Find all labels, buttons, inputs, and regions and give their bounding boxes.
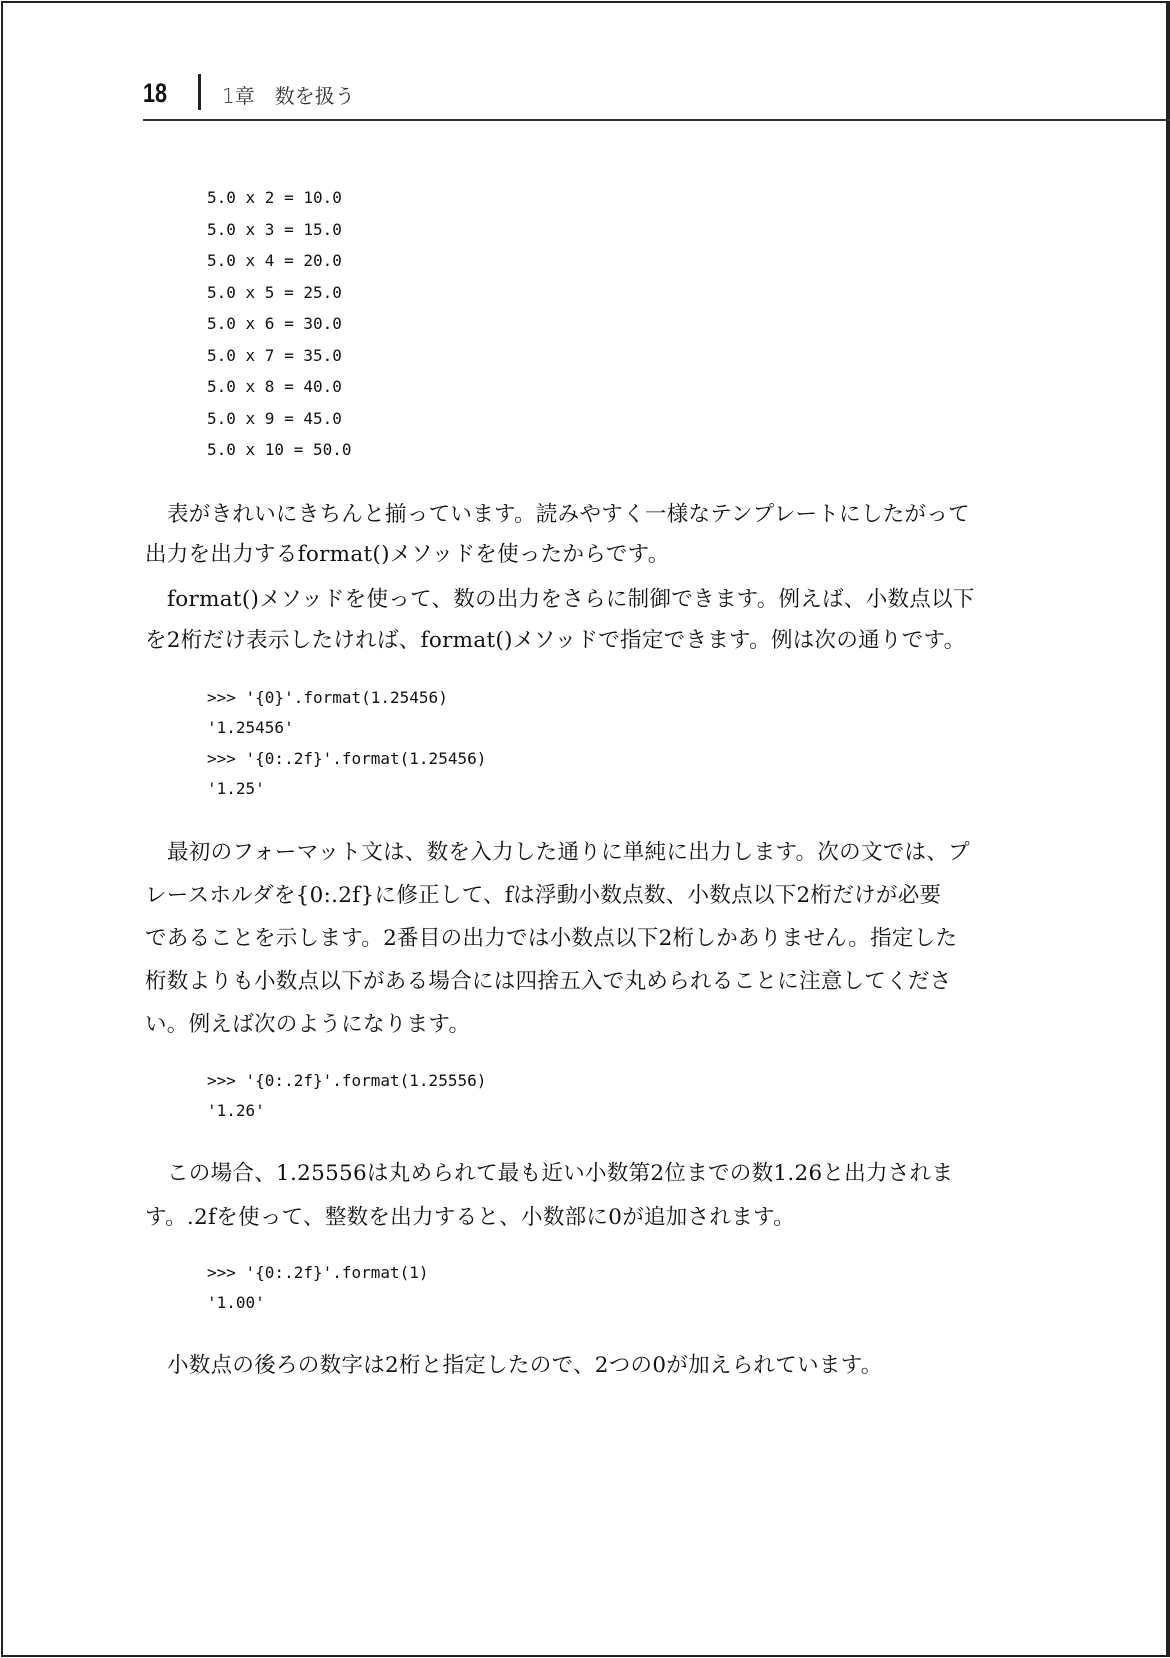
code-line: 5.0 x 4 = 20.0 bbox=[207, 251, 342, 270]
code-line: 5.0 x 2 = 10.0 bbox=[207, 188, 342, 207]
code-line: 5.0 x 5 = 25.0 bbox=[207, 282, 342, 302]
code-line: '1.00' bbox=[207, 1293, 265, 1312]
code-line: 5.0 x 7 = 35.0 bbox=[207, 345, 342, 365]
code-line: >>> '{0:.2f}'.format(1.25456) bbox=[207, 748, 487, 768]
code-line: 5.0 x 9 = 45.0 bbox=[207, 408, 342, 428]
code-line: 5.0 x 10 = 50.0 bbox=[207, 440, 352, 459]
paragraph-line: レースホルダを{0:.2f}に修正して、fは浮動小数点数、小数点以下2桁だけが必要 bbox=[145, 883, 942, 908]
code-line: '1.25' bbox=[207, 778, 265, 798]
code-line: 5.0 x 6 = 30.0 bbox=[207, 314, 342, 333]
paragraph-line: 出力を出力するformat()メソッドを使ったからです。 bbox=[145, 542, 670, 567]
paragraph-line: 小数点の後ろの数字は2桁と指定したので、2つの0が加えられています。 bbox=[167, 1353, 883, 1378]
header-divider bbox=[198, 74, 201, 110]
paragraph-line: い。例えば次のようになります。 bbox=[145, 1012, 471, 1037]
chapter-title: 1章 数を扱う bbox=[222, 84, 355, 108]
paragraph-line: を2桁だけ表示したければ、format()メソッドで指定できます。例は次の通りです。 bbox=[145, 628, 966, 653]
code-line: '1.26' bbox=[207, 1101, 265, 1120]
paragraph-line: す。.2fを使って、整数を出力すると、小数部に0が追加されます。 bbox=[145, 1205, 795, 1230]
code-line: >>> '{0:.2f}'.format(1) bbox=[207, 1263, 429, 1282]
paragraph-line: この場合、1.25556は丸められて最も近い小数第2位までの数1.26と出力されま bbox=[167, 1161, 954, 1186]
page-number: 18 bbox=[143, 78, 168, 108]
paragraph-line: 最初のフォーマット文は、数を入力した通りに単純に出力します。次の文では、プ bbox=[167, 840, 970, 865]
code-line: '1.25456' bbox=[207, 718, 294, 738]
code-line: >>> '{0}'.format(1.25456) bbox=[207, 688, 448, 707]
code-line: 5.0 x 8 = 40.0 bbox=[207, 377, 342, 396]
code-line: >>> '{0:.2f}'.format(1.25556) bbox=[207, 1071, 487, 1090]
page-border bbox=[1, 1, 1170, 1657]
paragraph-line: であることを示します。2番目の出力では小数点以下2桁しかありません。指定した bbox=[145, 926, 958, 951]
paragraph-line: 表がきれいにきちんと揃っています。読みやすく一様なテンプレートにしたがって bbox=[167, 502, 970, 527]
code-line: 5.0 x 3 = 15.0 bbox=[207, 219, 342, 239]
paragraph-line: format()メソッドを使って、数の出力をさらに制御できます。例えば、小数点以下 bbox=[167, 587, 975, 612]
header-rule bbox=[143, 119, 1170, 121]
paragraph-line: 桁数よりも小数点以下がある場合には四捨五入で丸められることに注意してくださ bbox=[145, 969, 952, 994]
